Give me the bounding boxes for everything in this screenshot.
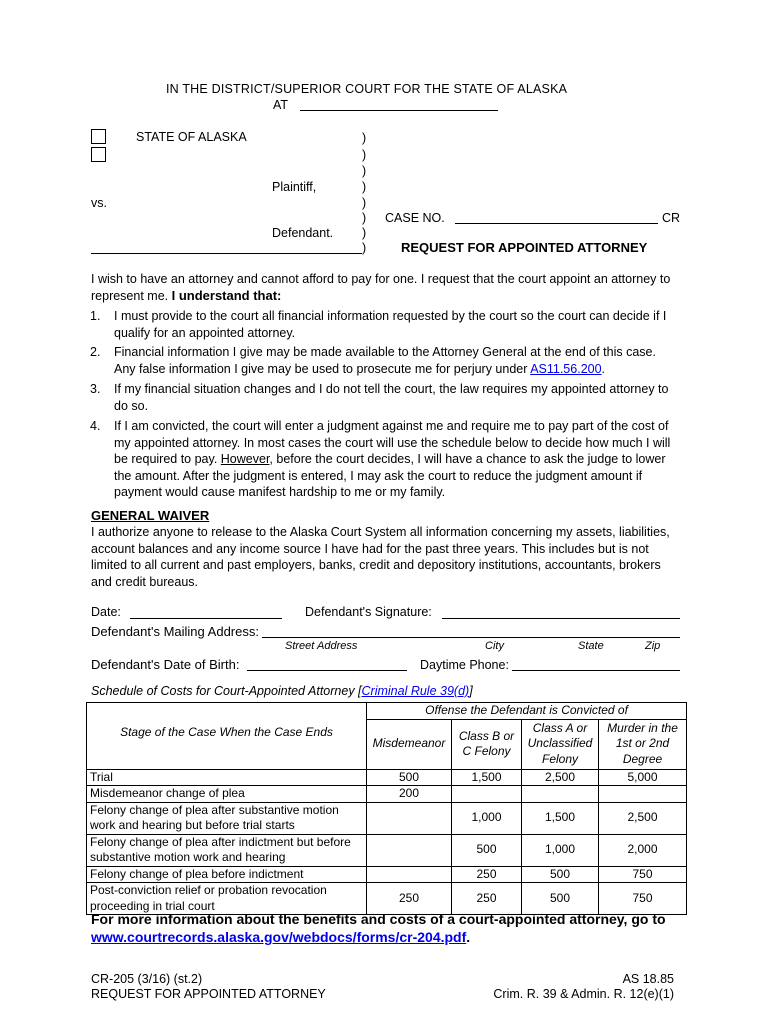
class-a-cell: 2,500 bbox=[522, 769, 599, 786]
schedule-title-text: Schedule of Costs for Court-Appointed Attorney [ bbox=[91, 684, 362, 698]
class-a-cell bbox=[522, 786, 599, 803]
murder-cell: 5,000 bbox=[599, 769, 687, 786]
class-b-cell bbox=[452, 786, 522, 803]
col-murder: Murder in the 1st or 2nd Degree bbox=[599, 719, 687, 769]
schedule-title bbox=[91, 684, 473, 698]
murder-cell bbox=[599, 786, 687, 803]
caption-paren: ) bbox=[362, 196, 367, 210]
court-location-field[interactable] bbox=[300, 110, 498, 111]
stage-cell: Misdemeanor change of plea bbox=[87, 786, 367, 803]
street-caption: Street Address bbox=[285, 640, 358, 652]
item-number: 1. bbox=[90, 309, 101, 323]
class-b-cell: 1,000 bbox=[452, 802, 522, 834]
case-no-label: CASE NO. bbox=[385, 211, 445, 225]
item-text: If my financial situation changes and I do not tell the court, the law requires my appointed attorney to do so. bbox=[114, 382, 669, 413]
murder-cell: 750 bbox=[599, 866, 687, 883]
plaintiff-label: Plaintiff, bbox=[272, 180, 317, 194]
col-misdemeanor: Misdemeanor bbox=[367, 719, 452, 769]
list-item bbox=[90, 418, 680, 501]
offense-header: Offense the Defendant is Convicted of bbox=[367, 703, 687, 720]
dob-field[interactable] bbox=[247, 670, 407, 671]
zip-caption: Zip bbox=[645, 640, 661, 652]
item-text-end: , before the court decides, I will have a chance to ask the judge to lower the amount. After the judgment is entered, I may ask the court to reduce the judgment amount if payment would cause manifest hardship to me or my family. bbox=[114, 452, 666, 499]
general-waiver-heading: GENERAL WAIVER bbox=[91, 508, 210, 523]
item-number: 2. bbox=[90, 345, 101, 359]
caption-paren: ) bbox=[362, 164, 367, 178]
misd-cell: 200 bbox=[367, 786, 452, 803]
intro-text: I wish to have an attorney and cannot afford to pay for one. I request that the court appoint an attorney to represent me. bbox=[91, 272, 671, 303]
item-number: 4. bbox=[90, 419, 101, 433]
phone-field[interactable] bbox=[512, 670, 680, 671]
intro-bold: I understand that: bbox=[171, 287, 282, 303]
waiver-text: I authorize anyone to release to the Alaska Court System all information concerning my assets, liabilities, account balances and any income source I have had for the past three years. This includes but is not limited to all current and past employers, banks, credit and depository institutions, accountants, brokers and credit bureaus. bbox=[91, 525, 670, 589]
stage-header: Stage of the Case When the Case Ends bbox=[87, 703, 367, 770]
statute-link[interactable]: AS11.56.200 bbox=[530, 361, 602, 376]
schedule-title-end: ] bbox=[469, 684, 473, 698]
caption-paren: ) bbox=[362, 226, 367, 240]
however-underlined: However bbox=[220, 452, 270, 466]
caption-paren: ) bbox=[362, 131, 367, 145]
col-class-a: Class A or Unclassified Felony bbox=[522, 719, 599, 769]
form-title: REQUEST FOR APPOINTED ATTORNEY bbox=[401, 240, 648, 255]
misd-cell: 500 bbox=[367, 769, 452, 786]
stage-cell: Post-conviction relief or probation revocation proceeding in trial court bbox=[87, 883, 367, 915]
class-a-cell: 500 bbox=[522, 866, 599, 883]
court-heading: IN THE DISTRICT/SUPERIOR COURT FOR THE STATE OF ALASKA bbox=[166, 82, 568, 96]
mailing-address-label: Defendant's Mailing Address: bbox=[91, 624, 259, 639]
misd-cell bbox=[367, 834, 452, 866]
list-item bbox=[90, 308, 680, 341]
case-number-field[interactable] bbox=[455, 223, 658, 224]
class-a-cell: 1,000 bbox=[522, 834, 599, 866]
table-row bbox=[87, 786, 687, 803]
item-text: If I am convicted, the court will enter a judgment against me and require me to pay part of the cost of my appointed attorney. In most cases the court will use the schedule below to decide how much I will be required to pay. bbox=[114, 419, 671, 466]
criminal-rule-link[interactable]: Criminal Rule 39(d) bbox=[361, 684, 470, 698]
footer-rules: Crim. R. 39 & Admin. R. 12(e)(1) bbox=[493, 987, 674, 1001]
signature-label: Defendant's Signature: bbox=[305, 605, 432, 619]
form-number: CR-205 (3/16) (st.2) bbox=[91, 972, 203, 986]
footer-statute: AS 18.85 bbox=[622, 972, 674, 986]
more-info bbox=[91, 910, 706, 946]
table-row bbox=[87, 866, 687, 883]
murder-cell: 750 bbox=[599, 883, 687, 915]
state-of-alaska: STATE OF ALASKA bbox=[136, 130, 247, 144]
footer-form-title: REQUEST FOR APPOINTED ATTORNEY bbox=[91, 987, 326, 1001]
class-a-cell: 500 bbox=[522, 883, 599, 915]
stage-cell: Felony change of plea after substantive motion work and hearing but before trial starts bbox=[87, 802, 367, 834]
caption-paren: ) bbox=[362, 211, 367, 225]
date-label: Date: bbox=[91, 605, 121, 619]
vs-label: vs. bbox=[91, 196, 107, 210]
item-text-end: . bbox=[601, 361, 606, 376]
intro-paragraph bbox=[91, 271, 681, 304]
class-b-cell: 250 bbox=[452, 866, 522, 883]
date-field[interactable] bbox=[130, 618, 282, 619]
schedule-table bbox=[86, 702, 687, 915]
table-row bbox=[87, 769, 687, 786]
stage-cell: Felony change of plea before indictment bbox=[87, 866, 367, 883]
more-info-link[interactable]: www.courtrecords.alaska.gov/webdocs/forms/cr-204.pdf bbox=[91, 929, 467, 945]
list-item bbox=[90, 344, 680, 377]
caption-paren: ) bbox=[362, 180, 367, 194]
signature-field[interactable] bbox=[442, 618, 680, 619]
list-item bbox=[90, 381, 680, 414]
misd-cell bbox=[367, 802, 452, 834]
item-text: Financial information I give may be made available to the Attorney General at the end of this case. Any false information I give may be used to prosecute me for perjury under bbox=[114, 345, 656, 376]
cr-suffix: CR bbox=[662, 211, 681, 225]
stage-cell: Felony change of plea after indictment but before substantive motion work and hearing bbox=[87, 834, 367, 866]
class-a-cell: 1,500 bbox=[522, 802, 599, 834]
phone-label: Daytime Phone: bbox=[420, 658, 509, 672]
class-b-cell: 500 bbox=[452, 834, 522, 866]
city-caption: City bbox=[485, 640, 504, 652]
class-b-cell: 250 bbox=[452, 883, 522, 915]
misd-cell bbox=[367, 866, 452, 883]
item-text: I must provide to the court all financial information requested by the court so the court can decide if I qualify for an appointed attorney. bbox=[114, 309, 667, 340]
state-caption: State bbox=[578, 640, 604, 652]
murder-cell: 2,000 bbox=[599, 834, 687, 866]
checkbox-1[interactable] bbox=[91, 129, 106, 144]
caption-paren: ) bbox=[362, 148, 367, 162]
more-info-text: For more information about the benefits and costs of a court-appointed attorney, go to bbox=[91, 911, 666, 927]
checkbox-2[interactable] bbox=[91, 147, 106, 162]
col-class-b: Class B or C Felony bbox=[452, 719, 522, 769]
table-row bbox=[87, 802, 687, 834]
class-b-cell: 1,500 bbox=[452, 769, 522, 786]
stage-cell: Trial bbox=[87, 769, 367, 786]
at-label: AT bbox=[273, 98, 289, 112]
caption-paren: ) bbox=[362, 241, 367, 255]
defendant-name-field[interactable] bbox=[91, 253, 362, 254]
more-info-end: . bbox=[466, 929, 471, 945]
mailing-address-field[interactable] bbox=[262, 637, 680, 638]
table-row bbox=[87, 834, 687, 866]
misd-cell: 250 bbox=[367, 883, 452, 915]
defendant-label: Defendant. bbox=[272, 226, 334, 240]
dob-label: Defendant's Date of Birth: bbox=[91, 657, 240, 672]
item-number: 3. bbox=[90, 382, 101, 396]
murder-cell: 2,500 bbox=[599, 802, 687, 834]
